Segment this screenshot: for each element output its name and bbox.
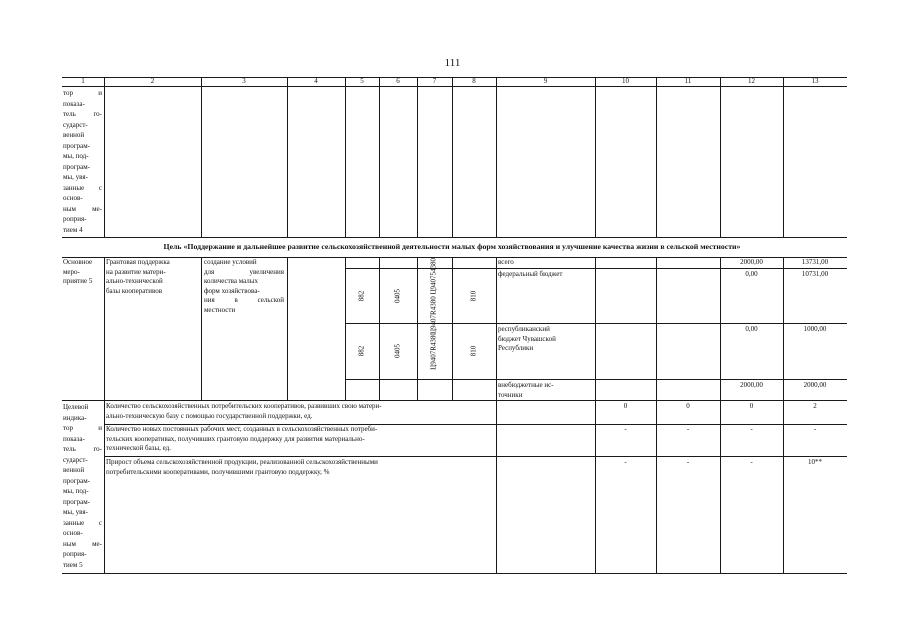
table-rule bbox=[345, 257, 346, 400]
goal-heading: Цель «Поддержание и дальнейшее развитие сельскохозяйственной деятельности малых форм хозяйствования и улучшение качества жизни в сельской местности» bbox=[163, 242, 741, 251]
indicator-value: - bbox=[750, 458, 753, 466]
table-rule bbox=[595, 77, 596, 237]
table-rule bbox=[62, 237, 847, 238]
table-rule bbox=[287, 257, 288, 400]
funding-source: всего bbox=[498, 258, 514, 266]
table-rule bbox=[62, 400, 847, 401]
expense-code: 810 bbox=[469, 345, 478, 357]
indicator-value: - bbox=[624, 425, 627, 433]
target-code: Ц9407R4380 bbox=[429, 332, 438, 370]
column-number: 7 bbox=[432, 77, 437, 85]
table-rule bbox=[104, 456, 847, 457]
target-code: Ц9407R4380 Ц940754380 bbox=[429, 257, 438, 335]
funding-source: внебюджетные ис- точники bbox=[498, 381, 554, 399]
value-cell: 2000,00 bbox=[740, 258, 763, 266]
table-rule bbox=[783, 77, 784, 237]
expense-code: 810 bbox=[469, 290, 478, 302]
column-number: 8 bbox=[472, 77, 476, 85]
table-rule bbox=[104, 257, 105, 400]
table-rule bbox=[452, 257, 453, 400]
table-rule bbox=[417, 257, 418, 400]
table-rule bbox=[379, 257, 380, 400]
indicator-value: - bbox=[624, 458, 627, 466]
indicator-value: 0 bbox=[623, 402, 628, 410]
value-cell: 10731,00 bbox=[801, 270, 829, 278]
indicator-value: 10** bbox=[808, 458, 822, 466]
funding-source: федеральный бюджет bbox=[498, 270, 563, 278]
table-rule bbox=[417, 77, 418, 237]
value-cell: 2000,00 bbox=[740, 381, 763, 389]
table-rule bbox=[62, 573, 847, 574]
ministry-code: 882 bbox=[357, 345, 366, 357]
table-rule bbox=[595, 257, 596, 400]
indicator-label-event4: тор и показа- тель го- сударст- венной програм- мы, под- програм- мы, увя- занные с основ- ным ме- роприя- тием 4 bbox=[63, 89, 102, 234]
column-number: 4 bbox=[314, 77, 318, 85]
column-number: 9 bbox=[543, 77, 548, 85]
event-label: Основное меро- приятие 5 bbox=[63, 258, 93, 285]
indicator-value: - bbox=[686, 458, 690, 466]
value-cell: 13731,00 bbox=[801, 258, 829, 266]
table-rule bbox=[345, 323, 847, 324]
indicator-text: Количество сельскохозяйственных потребительских кооперативов, развивших свою матери- ально-техническую базу с помощью государственной поддержки, ед. bbox=[106, 402, 382, 420]
table-rule bbox=[496, 77, 497, 237]
column-number: 5 bbox=[360, 77, 364, 85]
table-rule bbox=[104, 77, 105, 237]
page-number: 111 bbox=[444, 57, 461, 69]
column-number: 1 bbox=[81, 77, 85, 85]
value-cell: 0,00 bbox=[745, 270, 758, 278]
indicator-value: - bbox=[813, 425, 817, 433]
section-code: 0405 bbox=[393, 344, 402, 358]
indicator-label-event5: Целевой индика- тор и показа- тель го- сударст- венной програм- мы, под- програм- мы, увя- занные с основ- ным ме- роприя- тием 5 bbox=[63, 403, 102, 569]
funding-source: республиканский бюджет Чувашской Республики bbox=[498, 325, 556, 352]
value-cell: 2000,00 bbox=[803, 381, 827, 389]
event-name: Грантовая поддержка на развитие матери- ально-технической базы кооперативов bbox=[106, 258, 170, 295]
indicator-value: 2 bbox=[813, 402, 817, 410]
table-rule bbox=[287, 77, 288, 237]
indicator-value: 0 bbox=[686, 402, 690, 410]
table-rule bbox=[496, 257, 497, 400]
column-number: 11 bbox=[684, 77, 692, 85]
column-number: 13 bbox=[811, 77, 819, 85]
indicator-text: Прирост объема сельскохозяйственной продукции, реализованной сельскохозяйственными потребительскими кооперативами, получившими грантовую поддержку, % bbox=[106, 458, 378, 476]
table-rule bbox=[496, 400, 497, 573]
table-rule bbox=[656, 77, 657, 237]
column-number: 12 bbox=[748, 77, 755, 85]
column-number: 10 bbox=[622, 77, 629, 85]
indicator-value: - bbox=[686, 425, 690, 433]
event-goal: создание условий для увеличения количества малых форм хозяйствова- ния в сельской местности bbox=[204, 258, 284, 314]
table-rule bbox=[452, 77, 453, 237]
ministry-code: 882 bbox=[357, 290, 366, 302]
section-code: 0405 bbox=[393, 289, 402, 303]
table-rule bbox=[201, 257, 202, 400]
table-rule bbox=[201, 77, 202, 237]
value-cell: 0,00 bbox=[745, 325, 758, 333]
table-rule bbox=[345, 379, 847, 380]
table-rule bbox=[345, 77, 346, 237]
value-cell: 1000,00 bbox=[803, 325, 827, 333]
column-number: 6 bbox=[396, 77, 400, 85]
column-number: 3 bbox=[242, 77, 246, 85]
table-rule bbox=[379, 77, 380, 237]
indicator-value: - bbox=[750, 425, 753, 433]
indicator-value: 0 bbox=[749, 402, 754, 410]
table-rule bbox=[720, 77, 721, 237]
table-rule bbox=[104, 400, 105, 573]
table-rule bbox=[656, 257, 657, 400]
table-rule bbox=[345, 268, 847, 269]
column-number: 2 bbox=[150, 77, 155, 85]
indicator-text: Количество новых постоянных рабочих мест, созданных в сельскохозяйственных потреби- тельских кооперативах, получивших грантовую поддержку для развития материально- технической базы, ед. bbox=[106, 425, 378, 452]
